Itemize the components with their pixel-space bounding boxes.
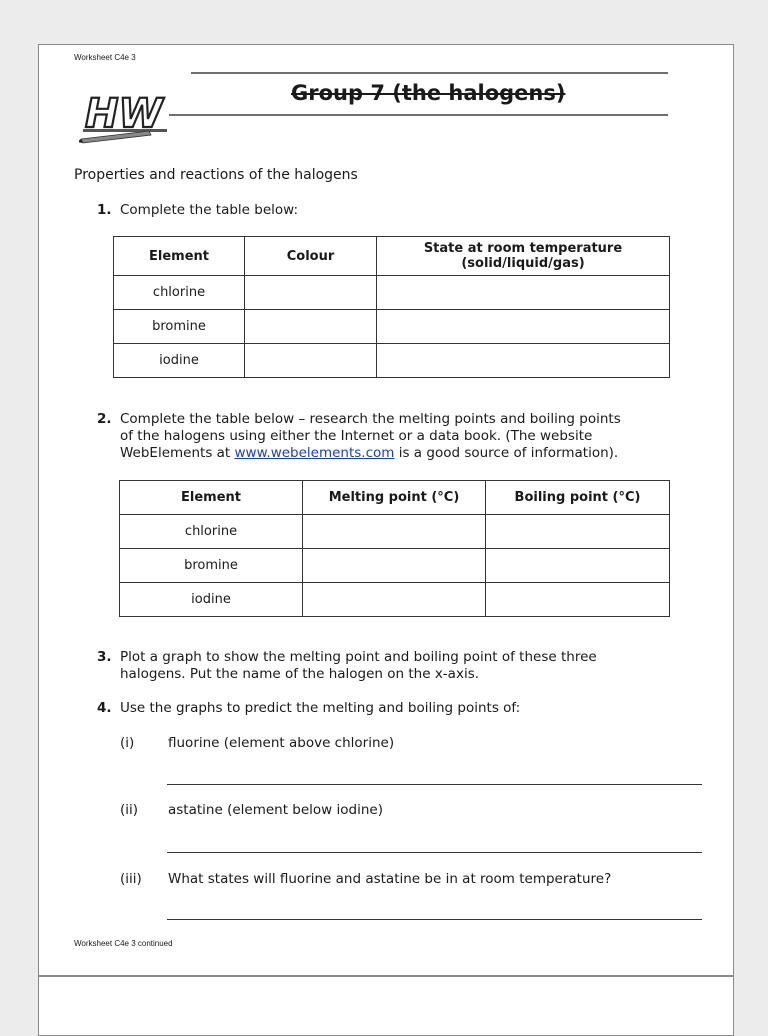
question-1-number: 1. [97, 202, 112, 218]
answer-line-ii[interactable] [167, 852, 702, 853]
table2-header-melting: Melting point (°C) [303, 481, 486, 515]
table1-header-state-line1: State at room temperature [423, 241, 623, 256]
table1-cell-state[interactable] [377, 344, 670, 378]
question-2-line2: of the halogens using either the Internet or a data book. (The website [120, 428, 593, 444]
table1-row-element: iodine [114, 344, 245, 378]
question-3-number: 3. [97, 649, 112, 665]
table1-cell-colour[interactable] [245, 310, 377, 344]
table1-header-element: Element [114, 237, 245, 276]
question-1-text: Complete the table below: [120, 202, 299, 218]
webelements-link[interactable]: www.webelements.com [234, 445, 395, 461]
logo-text: HW [85, 91, 163, 137]
properties-table [113, 236, 670, 378]
table2-cell-boiling[interactable] [486, 515, 670, 549]
question-2-text [120, 411, 720, 462]
question-4-text: Use the graphs to predict the melting and boiling points of: [120, 700, 521, 716]
question-3-line2: halogens. Put the name of the halogen on the x-axis. [120, 666, 480, 682]
question-4-number: 4. [97, 700, 112, 716]
hw-logo [79, 89, 171, 147]
question-2-line1: Complete the table below – research the melting points and boiling points [120, 411, 621, 427]
question-3-text [120, 649, 720, 683]
section-heading: Properties and reactions of the halogens [74, 167, 358, 183]
question-4-part-i-text: fluorine (element above chlorine) [168, 735, 395, 751]
table1-row-element: chlorine [114, 276, 245, 310]
page-title: Group 7 (the halogens) [291, 81, 566, 105]
header-rule-bottom [169, 114, 668, 116]
table1-cell-colour[interactable] [245, 344, 377, 378]
table2-cell-boiling[interactable] [486, 549, 670, 583]
table2-row-element: chlorine [120, 515, 303, 549]
worksheet-continued-label: Worksheet C4e 3 continued [74, 939, 173, 948]
table1-header-colour: Colour [245, 237, 377, 276]
question-2-number: 2. [97, 411, 112, 427]
question-3-line1: Plot a graph to show the melting point and boiling point of these three [120, 649, 597, 665]
table2-row-element: iodine [120, 583, 303, 617]
table2-cell-boiling[interactable] [486, 583, 670, 617]
table2-row-element: bromine [120, 549, 303, 583]
question-2-line3-post: is a good source of information). [394, 445, 619, 461]
header-rule-top [191, 72, 668, 74]
question-4-part-ii-label: (ii) [120, 802, 139, 818]
melting-boiling-table [119, 480, 670, 617]
worksheet-label: Worksheet C4e 3 [74, 53, 136, 62]
table1-cell-state[interactable] [377, 276, 670, 310]
table2-header-element: Element [120, 481, 303, 515]
table1-cell-state[interactable] [377, 310, 670, 344]
question-2-line3 [120, 445, 720, 462]
table2-cell-melting[interactable] [303, 549, 486, 583]
table1-cell-colour[interactable] [245, 276, 377, 310]
table2-cell-melting[interactable] [303, 583, 486, 617]
next-page-edge [38, 976, 734, 1036]
table1-row-element: bromine [114, 310, 245, 344]
table2-cell-melting[interactable] [303, 515, 486, 549]
question-2-line3-pre: WebElements at [120, 445, 235, 461]
question-4-part-iii-text: What states will fluorine and astatine be in at room temperature? [168, 871, 612, 887]
table1-header-state-line2: (solid/liquid/gas) [461, 256, 585, 271]
question-4-part-i-label: (i) [120, 735, 135, 751]
worksheet-page [38, 44, 734, 976]
answer-line-i[interactable] [167, 784, 702, 785]
table2-header-boiling: Boiling point (°C) [486, 481, 670, 515]
question-4-part-ii-text: astatine (element below iodine) [168, 802, 383, 818]
table1-header-state [377, 237, 670, 276]
answer-line-iii[interactable] [167, 919, 702, 920]
question-4-part-iii-label: (iii) [120, 871, 142, 887]
